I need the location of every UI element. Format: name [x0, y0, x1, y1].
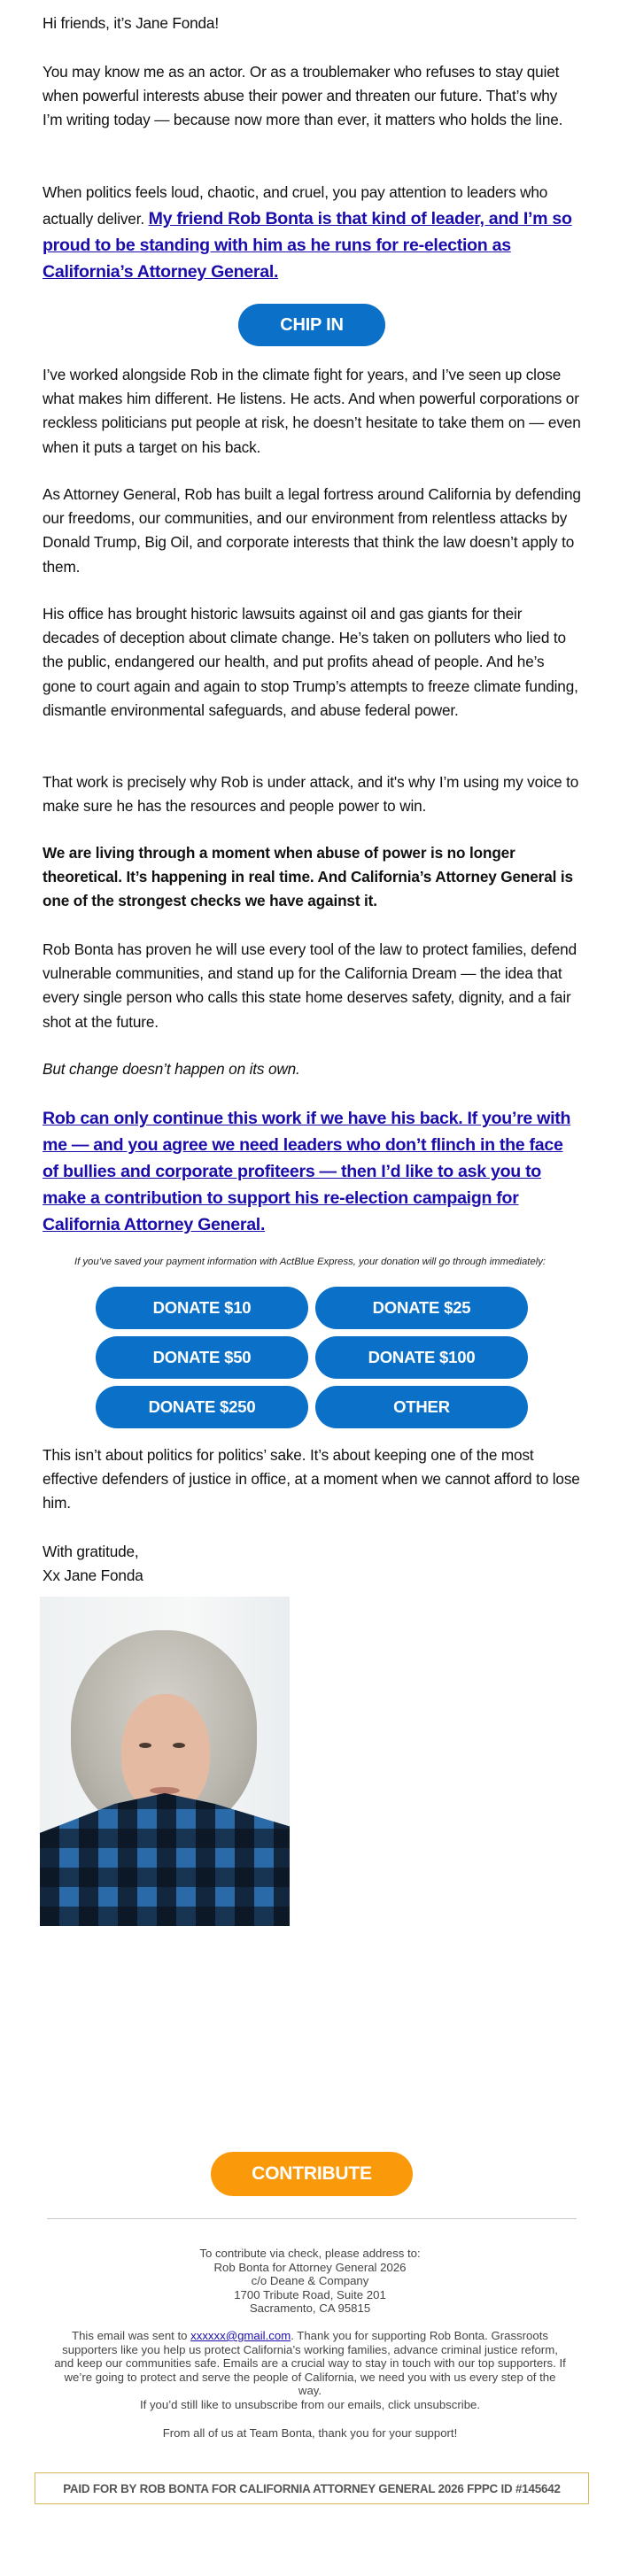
donate-50-button[interactable]: DONATE $50 — [96, 1336, 308, 1379]
photo-plaid-shirt — [40, 1793, 290, 1926]
contribution-link[interactable]: Rob can only continue this work if we have his back. If you’re with me — and you agree we need leaders who don’t flinch in the face of bullies and corporate profiteers — then I’d like to ask you to make a contribution to support his re-election campaign for California Attorney General. — [43, 1109, 571, 1234]
signoff: With gratitude, — [43, 1543, 139, 1560]
check-line: c/o Deane & Company — [251, 2274, 369, 2288]
donate-250-button[interactable]: DONATE $250 — [96, 1386, 308, 1428]
unsubscribe-notice[interactable]: If you’d still like to unsubscribe from our emails, click unsubscribe. — [139, 2398, 481, 2411]
photo-eye — [173, 1743, 185, 1748]
leader-text: When politics feels loud, chaotic, and cruel, you pay attention to leaders who actually deliver. — [43, 183, 548, 228]
greeting: Hi friends, it’s Jane Fonda! — [43, 14, 219, 32]
check-address — [53, 2247, 567, 2316]
closing-paragraph: This isn’t about politics for politics’ sake. It’s about keeping one of the most effective defenders of justice in office, at a moment when we cannot afford to lose him. — [43, 1446, 580, 1512]
recipient-email-link[interactable]: xxxxxx@gmail.com — [190, 2329, 291, 2342]
change-paragraph: But change doesn’t happen on its own. — [43, 1060, 300, 1078]
footer-divider — [47, 2218, 577, 2219]
signature: Xx Jane Fonda — [43, 1566, 143, 1584]
legal-fortress-paragraph: As Attorney General, Rob has built a legal fortress around California by defending our freedoms, our communities, and our environment from relentless attacks by Donald Trump, Big Oil, and corporate interests that think the law doesn’t apply to them. — [43, 485, 581, 576]
email-notice-text: . Thank you for supporting Rob Bonta. Grassroots supporters like you help us protect California’s working families, advance criminal justice reform, and keep our communities safe. Emails are a crucial way to stay in touch with our top supporters. If we’re going to protect and serve the people of California, we need you with us every step of the way. — [54, 2329, 566, 2398]
intro-paragraph: You may know me as an actor. Or as a troublemaker who refuses to stay quiet when powerful interests abuse their power and threaten our future. That’s why I’m writing today — because now more than ever, it matters who holds the line. — [43, 63, 563, 129]
donate-100-button[interactable]: DONATE $100 — [315, 1336, 528, 1379]
check-line: Rob Bonta for Attorney General 2026 — [213, 2260, 407, 2274]
actblue-express-caption: If you’ve saved your payment information with ActBlue Express, your donation will go through immediately: — [74, 1257, 546, 1267]
leader-paragraph — [43, 179, 581, 285]
check-line: To contribute via check, please address to: — [199, 2247, 421, 2260]
team-thanks: From all of us at Team Bonta, thank you for your support! — [162, 2426, 458, 2440]
lawsuits-paragraph: His office has brought historic lawsuits against oil and gas giants for their decades of deception about climate change. He’s taken on polluters who lied to the public, endangered our health, and put profits ahead of people. And he’s gone to court again and again to stop Trump’s attempts to freeze climate funding, dismantle environmental safeguards, and abuse federal power. — [43, 605, 578, 719]
contribute-button[interactable]: CONTRIBUTE — [211, 2152, 413, 2196]
check-line: 1700 Tribute Road, Suite 201 — [234, 2287, 386, 2301]
email-notice-prefix: This email was sent to — [72, 2329, 191, 2342]
paid-for-disclaimer: PAID FOR BY ROB BONTA FOR CALIFORNIA ATTORNEY GENERAL 2026 FPPC ID #145642 — [35, 2472, 589, 2504]
abuse-of-power-paragraph: We are living through a moment when abuse of power is no longer theoretical. It’s happening in real time. And California’s Attorney General is one of the strongest checks we have against it. — [43, 844, 573, 910]
donate-other-button[interactable]: OTHER — [315, 1386, 528, 1428]
donate-25-button[interactable]: DONATE $25 — [315, 1287, 528, 1329]
under-attack-paragraph: That work is precisely why Rob is under attack, and it's why I’m using my voice to make sure he has the resources and people power to win. — [43, 773, 579, 816]
photo-eye — [139, 1743, 151, 1748]
worked-alongside-paragraph: I’ve worked alongside Rob in the climate fight for years, and I’ve seen up close what makes him different. He listens. He acts. And when powerful corporations or reckless politicians put people at risk, he doesn’t hesitate to take them on — even when it puts a target on his back. — [43, 366, 581, 456]
california-dream-paragraph: Rob Bonta has proven he will use every tool of the law to protect families, defend vulnerable communities, and stand up for the California Dream — the idea that every single person who calls this state home deserves safety, dignity, and a fair shot at the future. — [43, 940, 577, 1031]
contribution-ask-paragraph — [43, 1105, 581, 1238]
jane-fonda-photo — [40, 1597, 290, 1926]
bonta-link[interactable]: My friend Rob Bonta is that kind of leader, and I’m so proud to be standing with him as he runs for re-election as California’s Attorney General. — [43, 209, 572, 282]
photo-lips — [150, 1787, 180, 1794]
chip-in-button[interactable]: CHIP IN — [238, 304, 385, 346]
email-notice — [53, 2329, 567, 2398]
check-line: Sacramento, CA 95815 — [249, 2301, 371, 2316]
donate-10-button[interactable]: DONATE $10 — [96, 1287, 308, 1329]
